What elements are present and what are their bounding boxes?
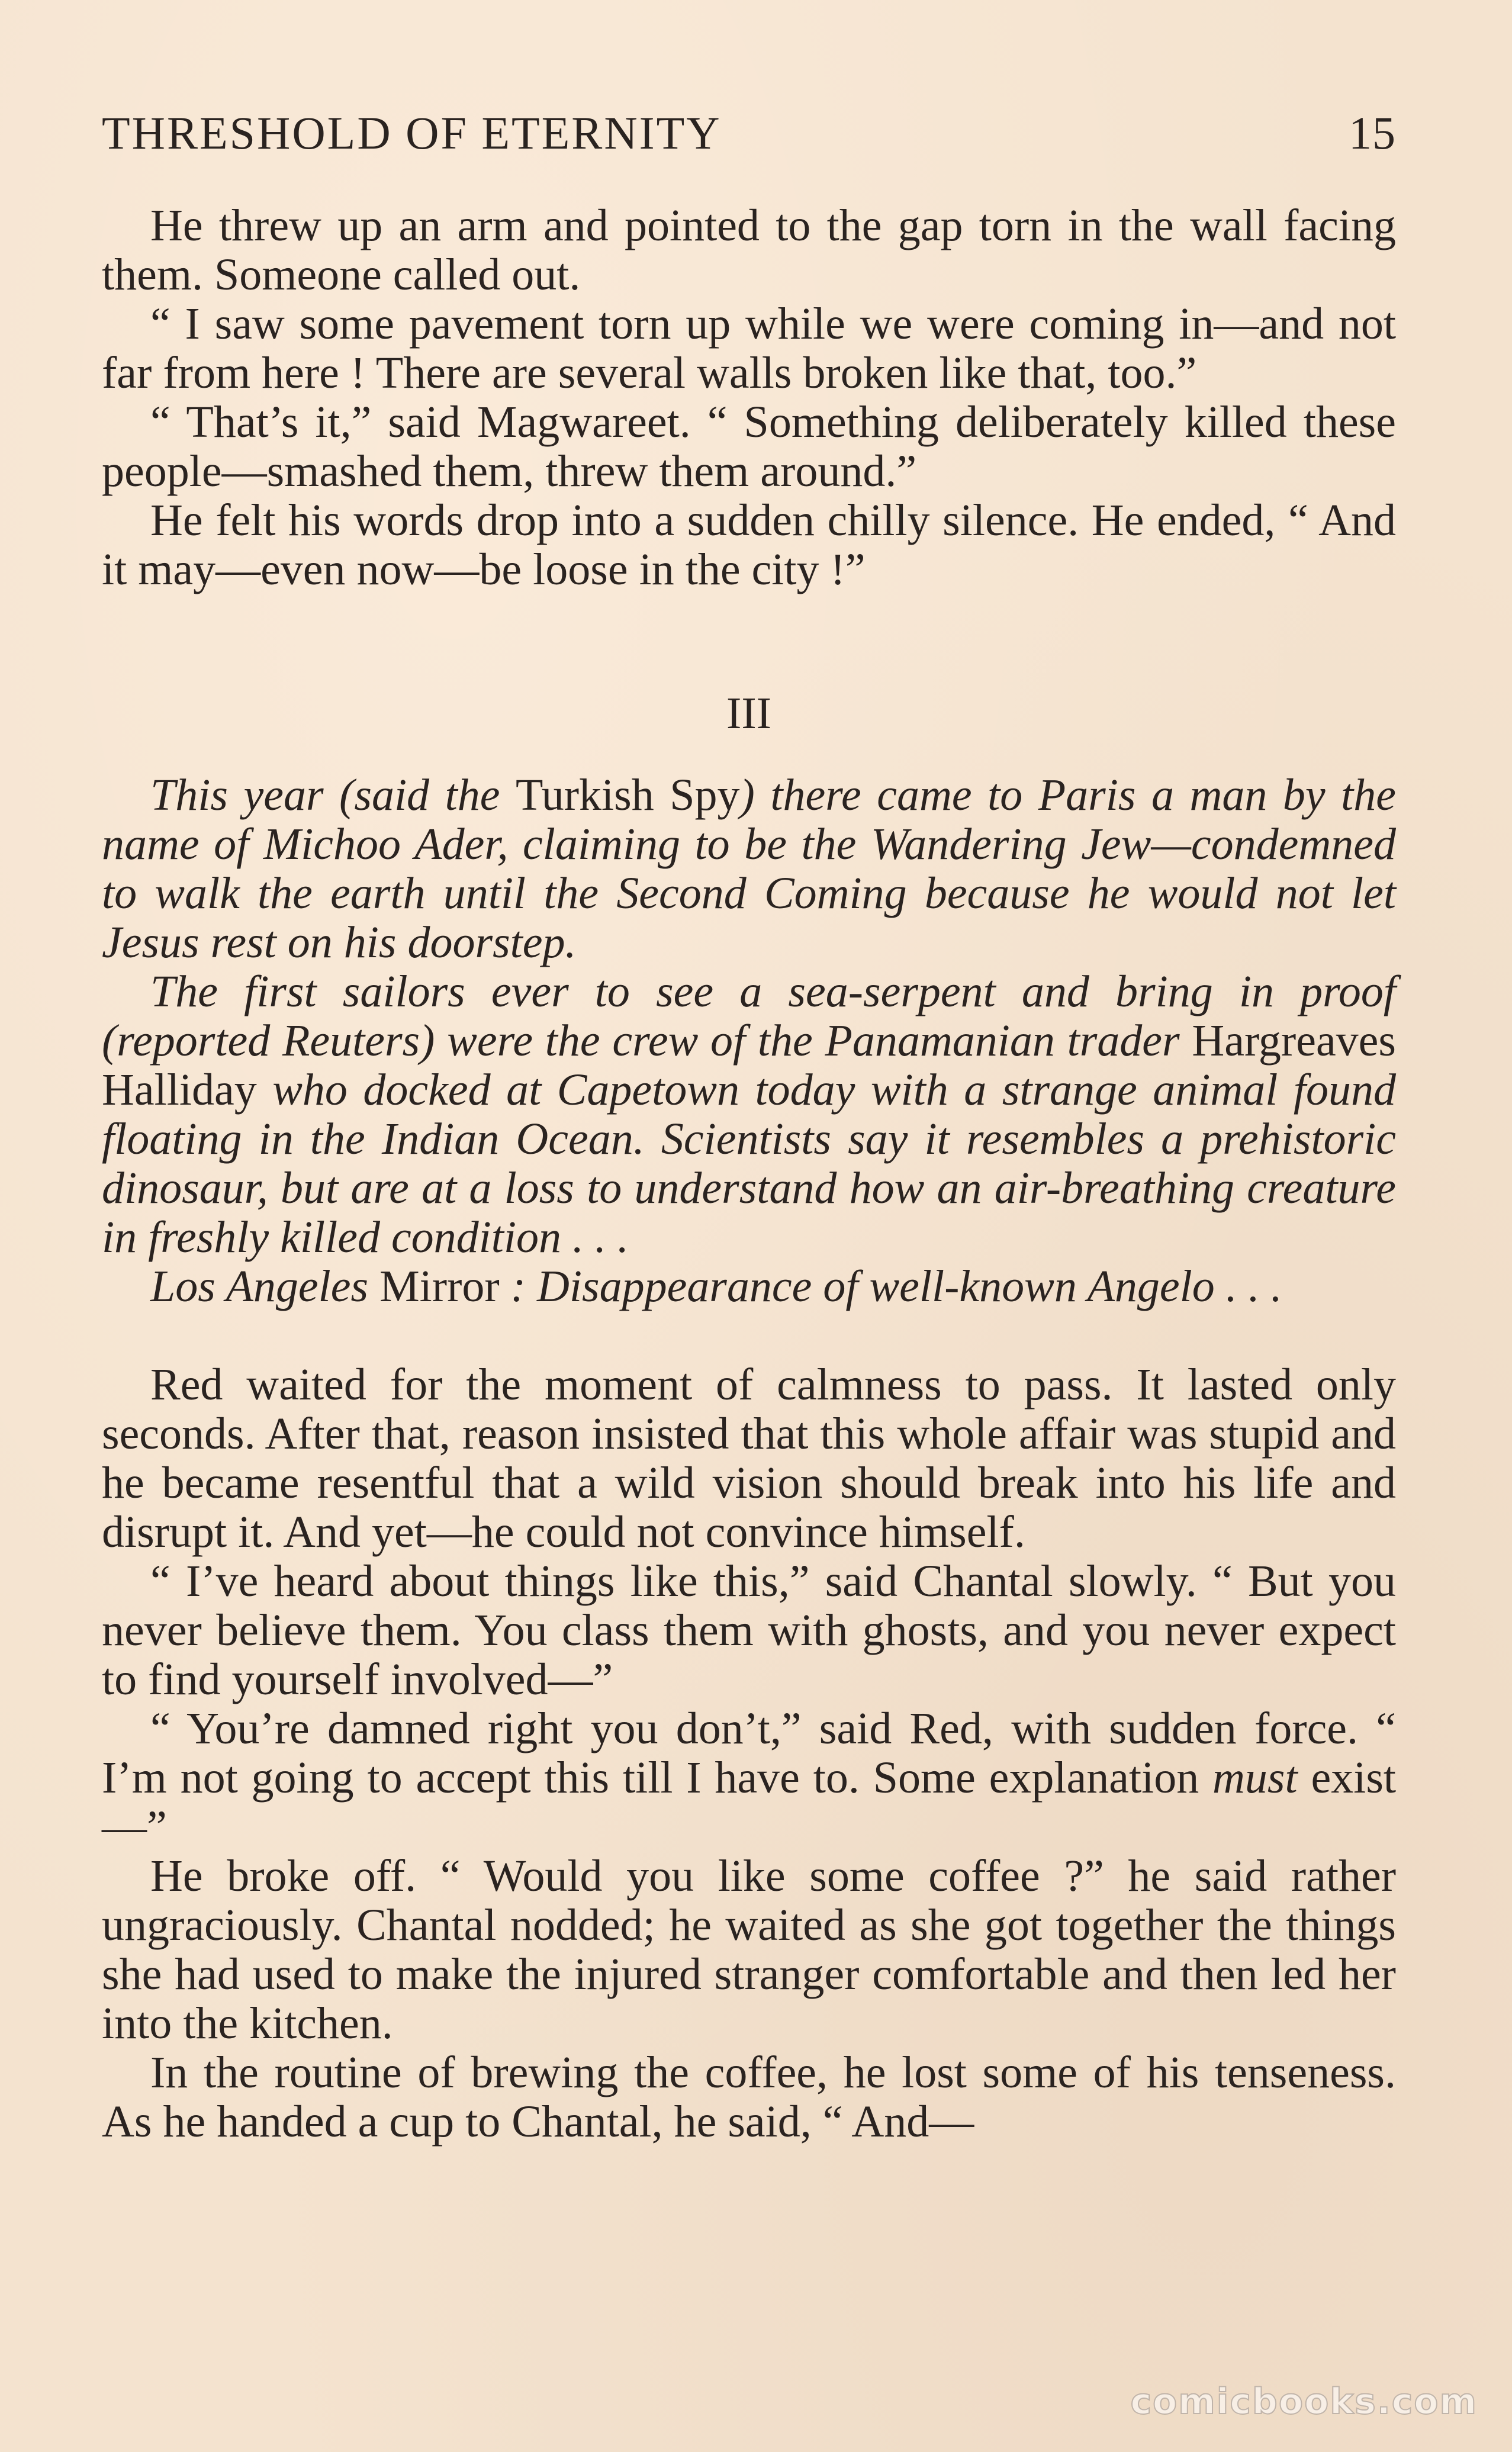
paragraph — [102, 1704, 1396, 1852]
opening-text-block — [102, 201, 1396, 594]
epigraph-text: ) there came to Paris a man by the name of Michoo Ader, claiming to be the Wandering Jew—condemned to walk the earth until the Second Coming because he would not let Jesus rest on his doorstep. — [102, 770, 1396, 967]
paragraph: He felt his words drop into a sudden chilly silence. He ended, “ And it may—even now—be loose in the city !” — [102, 495, 1396, 594]
epigraph-paragraph — [102, 771, 1396, 967]
paragraph-text: “ You’re damned right you don’t,” said Red, with sudden force. “ I’m not going to accept this till I have to. Some explanation — [102, 1704, 1396, 1803]
emphasis: must — [1212, 1753, 1298, 1803]
blank-line — [102, 1311, 1396, 1360]
epigraph-text: who docked at Capetown today with a strange animal found floating in the Indian Ocean. Scientists say it resembles a prehistoric dinosaur, but are at a loss to understand how an air-breathing creature in freshly killed condition . . . — [102, 1065, 1396, 1262]
section-number: III — [726, 688, 771, 738]
paragraph: “ That’s it,” said Magwareet. “ Something deliberately killed these people—smashed them, threw them around.” — [102, 397, 1396, 496]
page-number: 15 — [1349, 107, 1396, 159]
paragraph: He threw up an arm and pointed to the gap torn in the wall facing them. Someone called out. — [102, 201, 1396, 300]
paragraph-text: exist—” — [102, 1753, 1397, 1852]
epigraph-text: : Disappearance of well-known Angelo . . . — [499, 1262, 1282, 1311]
paragraph: Red waited for the moment of calmness to pass. It lasted only seconds. After that, reason insisted that this whole affair was stupid and he became resentful that a wild vision should break into his life and disrupt it. And yet—he could not convince himself. — [102, 1360, 1396, 1557]
epigraph-ship-name: Hargreaves Halliday — [102, 1016, 1396, 1115]
main-text-block — [102, 1360, 1396, 2147]
running-title: THRESHOLD OF ETERNITY — [102, 107, 722, 159]
watermark: comicbooks.com — [1130, 2381, 1478, 2422]
epigraph-paragraph — [102, 967, 1396, 1262]
epigraph-text: This year (said the — [150, 770, 516, 820]
paragraph: “ I’ve heard about things like this,” said Chantal slowly. “ But you never believe them. You class them with ghosts, and you never expect to find yourself involved—” — [102, 1556, 1396, 1704]
paragraph: “ I saw some pavement torn up while we were coming in—and not far from here ! There are several walls broken like that, too.” — [102, 299, 1396, 398]
epigraph-text: The first sailors ever to see a sea-serpent and bring in proof (reported Reuters) were the crew of the Panamanian trader — [102, 967, 1396, 1066]
epigraph-paragraph — [102, 1262, 1396, 1311]
epigraph-block — [102, 771, 1396, 1311]
paragraph: He broke off. “ Would you like some coffee ?” he said rather ungraciously. Chantal nodded; he waited as she got together the things she had used to make the injured stranger comfortable and then led her into the kitchen. — [102, 1851, 1396, 2048]
book-page — [102, 107, 1396, 2147]
epigraph-source: Mirror — [379, 1262, 500, 1311]
running-head — [102, 107, 1396, 172]
paragraph: In the routine of brewing the coffee, he lost some of his tenseness. As he handed a cup to Chantal, he said, “ And— — [102, 2048, 1396, 2147]
epigraph-source: Turkish Spy — [515, 770, 740, 820]
epigraph-text: Los Angeles — [150, 1262, 380, 1311]
